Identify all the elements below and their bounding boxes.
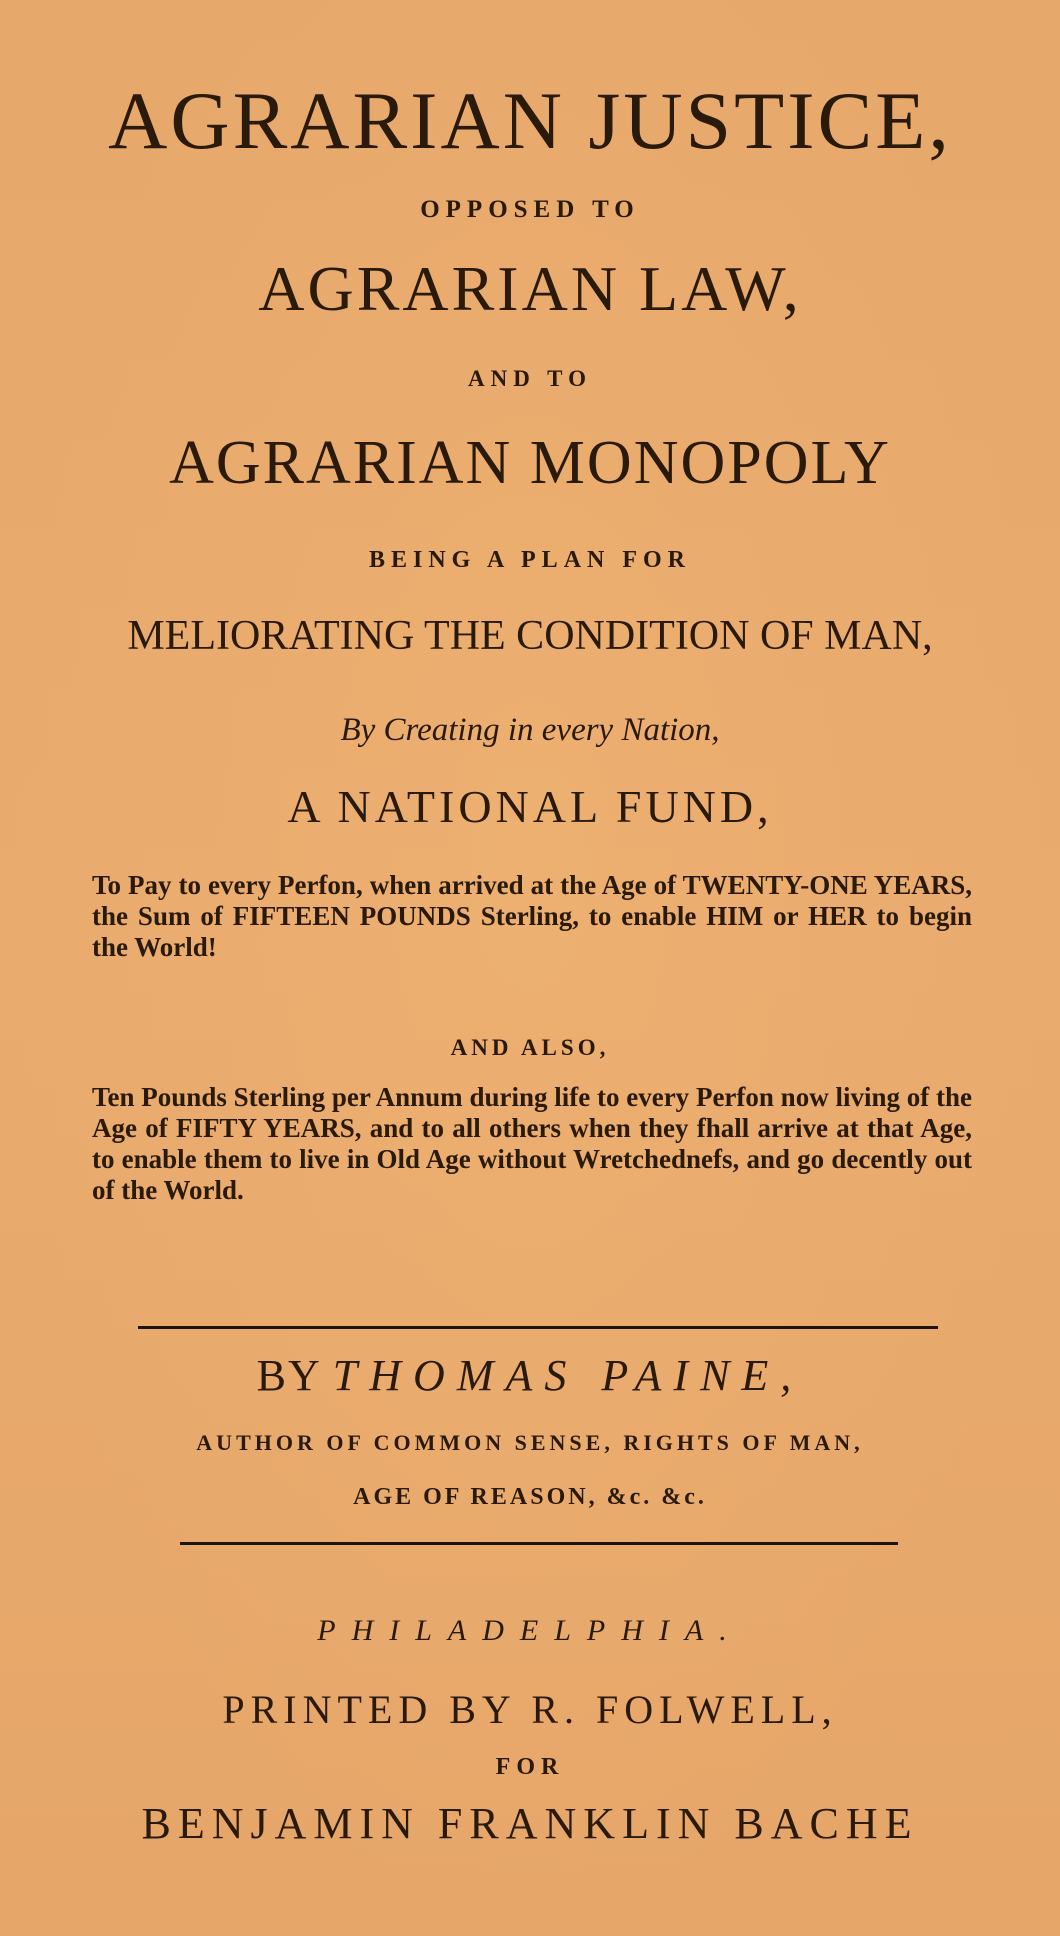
author-by: BY — [256, 1351, 322, 1400]
title-line-agrarian-justice: AGRARIAN JUSTICE, — [108, 75, 952, 166]
divider-rule-bottom — [180, 1542, 898, 1545]
author-name: THOMAS PAINE, — [332, 1351, 804, 1400]
divider-rule-top — [138, 1326, 938, 1329]
imprint-city: PHILADELPHIA. — [317, 1614, 743, 1647]
title-line-agrarian-monopoly: AGRARIAN MONOPOLY — [169, 429, 891, 497]
subtitle-opposed-to: OPPOSED TO — [420, 196, 640, 223]
author-credits-line2: AGE OF REASON, &c. &c. — [353, 1484, 707, 1510]
author-credits-line1: AUTHOR OF COMMON SENSE, RIGHTS OF MAN, — [196, 1430, 864, 1455]
title-line-meliorating: MELIORATING THE CONDITION OF MAN, — [127, 613, 933, 659]
imprint-publisher: BENJAMIN FRANKLIN BACHE — [141, 1799, 919, 1848]
title-line-agrarian-law: AGRARIAN LAW, — [258, 253, 802, 324]
imprint-for: FOR — [495, 1754, 565, 1780]
paragraph-ten-pounds: Ten Pounds Sterling per Annum during life to every Perfon now living of the Age of FIFTY YEARS, and to all others when they fhall arrive at that Age, to enable them to live in Old Age without Wretchednefs, and go decently out of the World. — [92, 1082, 972, 1205]
imprint-printer: PRINTED BY R. FOLWELL, — [222, 1687, 838, 1732]
paragraph-fifteen-pounds: To Pay to every Perfon, when arrived at the Age of TWENTY-ONE YEARS, the Sum of FIFTEEN POUNDS Sterling, to enable HIM or HER to begin the World! — [92, 870, 972, 962]
subtitle-and-also: AND ALSO, — [450, 1035, 610, 1060]
subtitle-by-creating: By Creating in every Nation, — [340, 712, 720, 748]
title-line-national-fund: A NATIONAL FUND, — [287, 781, 773, 832]
subtitle-being-a-plan: BEING A PLAN FOR — [368, 547, 692, 573]
subtitle-and-to: AND TO — [468, 366, 592, 391]
author-line — [0, 1350, 1060, 1401]
